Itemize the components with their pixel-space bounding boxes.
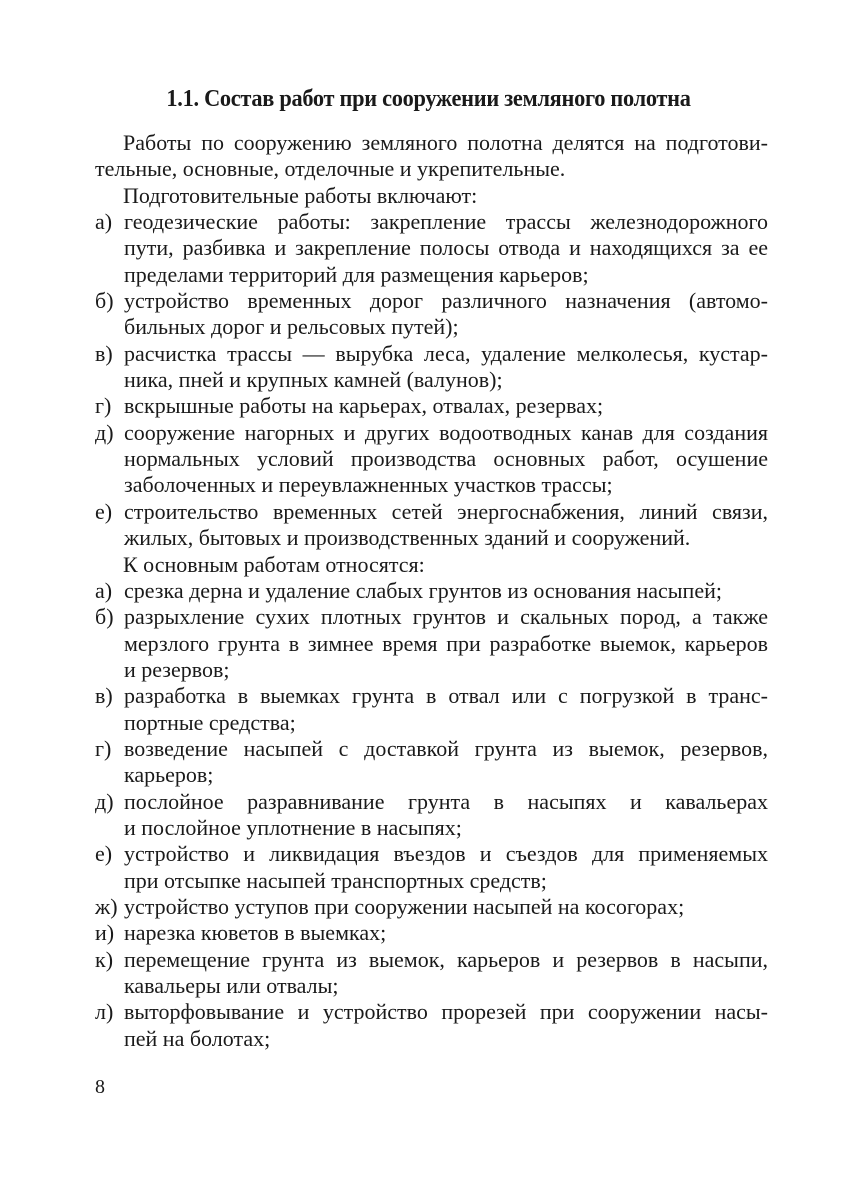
page-body — [95, 130, 768, 1052]
text-line: ника, пней и крупных камней (валунов); — [124, 367, 503, 393]
text-line: жилых, бытовых и производственных зданий и сооружений. — [124, 525, 691, 551]
list-item — [95, 393, 768, 419]
list-item-text — [124, 947, 768, 1000]
text-line: сооружение нагорных и других водоотводных канав для создания — [124, 419, 768, 445]
text-line: мерзлого грунта в зимнее время при разработке выемок, карьеров — [124, 630, 768, 656]
list-marker: б) — [95, 288, 114, 314]
list-marker: б) — [95, 604, 114, 630]
list-marker: а) — [95, 577, 113, 603]
text-line: вскрышные работы на карьерах, отвалах, резервах; — [124, 393, 604, 419]
text-line: портные средства; — [124, 709, 296, 735]
text-line: строительство временных сетей энергоснабжения, линий связи, — [124, 498, 768, 524]
list-marker: е) — [95, 498, 113, 524]
paragraph — [95, 552, 768, 578]
text-line: расчистка трассы — вырубка леса, удаление мелколесья, кустар- — [124, 340, 768, 366]
list-marker: е) — [95, 841, 113, 867]
text-line: перемещение грунта из выемок, карьеров и резервов в насыпи, — [124, 946, 768, 972]
list-item — [95, 894, 768, 920]
text-line: пути, разбивка и закрепление полосы отвода и находящихся за ее — [124, 235, 768, 261]
list-marker: в) — [95, 340, 113, 366]
list-item — [95, 683, 768, 736]
list-item-text — [124, 683, 768, 736]
list-item-text — [124, 789, 768, 842]
text-line: бильных дорог и рельсовых путей); — [124, 314, 459, 340]
text-line: и послойное уплотнение в насыпях; — [124, 814, 462, 840]
text-line: карьеров; — [124, 762, 214, 788]
text-line: устройство и ликвидация въездов и съездов для применяемых — [124, 841, 768, 867]
text-line: выторфовывание и устройство прорезей при сооружении насы- — [124, 999, 768, 1025]
list-item — [95, 920, 768, 946]
list-item-text — [124, 499, 768, 552]
list-item-text — [124, 341, 768, 394]
section-title: 1.1. Состав работ при сооружении земляного полотна — [166, 86, 691, 112]
list-marker: л) — [95, 999, 114, 1025]
text-line: геодезические работы: закрепление трассы железнодорожного — [124, 209, 768, 235]
list-item — [95, 841, 768, 894]
text-line: возведение насыпей с доставкой грунта из выемок, резервов, — [124, 735, 768, 761]
paragraph — [95, 130, 768, 183]
text-line: срезка дерна и удаление слабых грунтов из основания насыпей; — [124, 577, 722, 603]
text-line: разрыхление сухих плотных грунтов и скальных пород, а также — [124, 604, 768, 630]
text-line: нормальных условий производства основных работ, осушение — [124, 446, 768, 472]
list-item — [95, 499, 768, 552]
list-item — [95, 341, 768, 394]
list-item — [95, 578, 768, 604]
list-marker: г) — [95, 393, 112, 419]
list-marker: д) — [95, 419, 114, 445]
text-line: устройство уступов при сооружении насыпей на косогорах; — [124, 893, 685, 919]
list-item — [95, 947, 768, 1000]
list-item-text — [124, 209, 768, 288]
list-item — [95, 789, 768, 842]
list-item-text — [124, 288, 768, 341]
list-item-text — [124, 736, 768, 789]
list-item — [95, 736, 768, 789]
list-item-text — [124, 393, 768, 419]
list-item-text — [124, 578, 768, 604]
list-item — [95, 288, 768, 341]
text-line: кавальеры или отвалы; — [124, 973, 339, 998]
list-item — [95, 999, 768, 1052]
text-line: пределами территорий для размещения карьеров; — [124, 261, 589, 287]
list-marker: в) — [95, 683, 113, 709]
list-marker: ж) — [95, 893, 118, 919]
list-item-text — [124, 894, 768, 920]
list-item — [95, 420, 768, 499]
text-line: пей на болотах; — [124, 1025, 271, 1051]
list-item-text — [124, 999, 768, 1052]
list-marker: г) — [95, 735, 112, 761]
text-line: заболоченных и переувлажненных участков трассы; — [124, 472, 613, 498]
text-line: послойное разравнивание грунта в насыпях и кавальерах — [124, 788, 768, 814]
text-line: разработка в выемках грунта в отвал или с погрузкой в транс- — [124, 683, 768, 709]
text-line: тельные, основные, отделочные и укрепительные. — [95, 156, 566, 182]
text-line: нарезка кюветов в выемках; — [124, 920, 387, 946]
list-item-text — [124, 841, 768, 894]
list-item-text — [124, 920, 768, 946]
text-line: К основным работам относятся: — [123, 551, 425, 577]
text-line: и резервов; — [124, 656, 230, 682]
list-item — [95, 209, 768, 288]
text-line: Работы по сооружению земляного полотна делятся на подготови- — [123, 130, 768, 155]
text-line: Подготовительные работы включают: — [123, 182, 478, 208]
text-line: при отсыпке насыпей транспортных средств; — [124, 867, 547, 893]
list-marker: а) — [95, 209, 113, 235]
list-marker: к) — [95, 946, 114, 972]
list-marker: д) — [95, 788, 114, 814]
paragraph — [95, 183, 768, 209]
list-item — [95, 604, 768, 683]
page-number: 8 — [95, 1076, 105, 1098]
text-line: устройство временных дорог различного назначения (автомо- — [124, 288, 768, 314]
list-item-text — [124, 604, 768, 683]
list-marker: и) — [95, 920, 115, 946]
list-item-text — [124, 420, 768, 499]
